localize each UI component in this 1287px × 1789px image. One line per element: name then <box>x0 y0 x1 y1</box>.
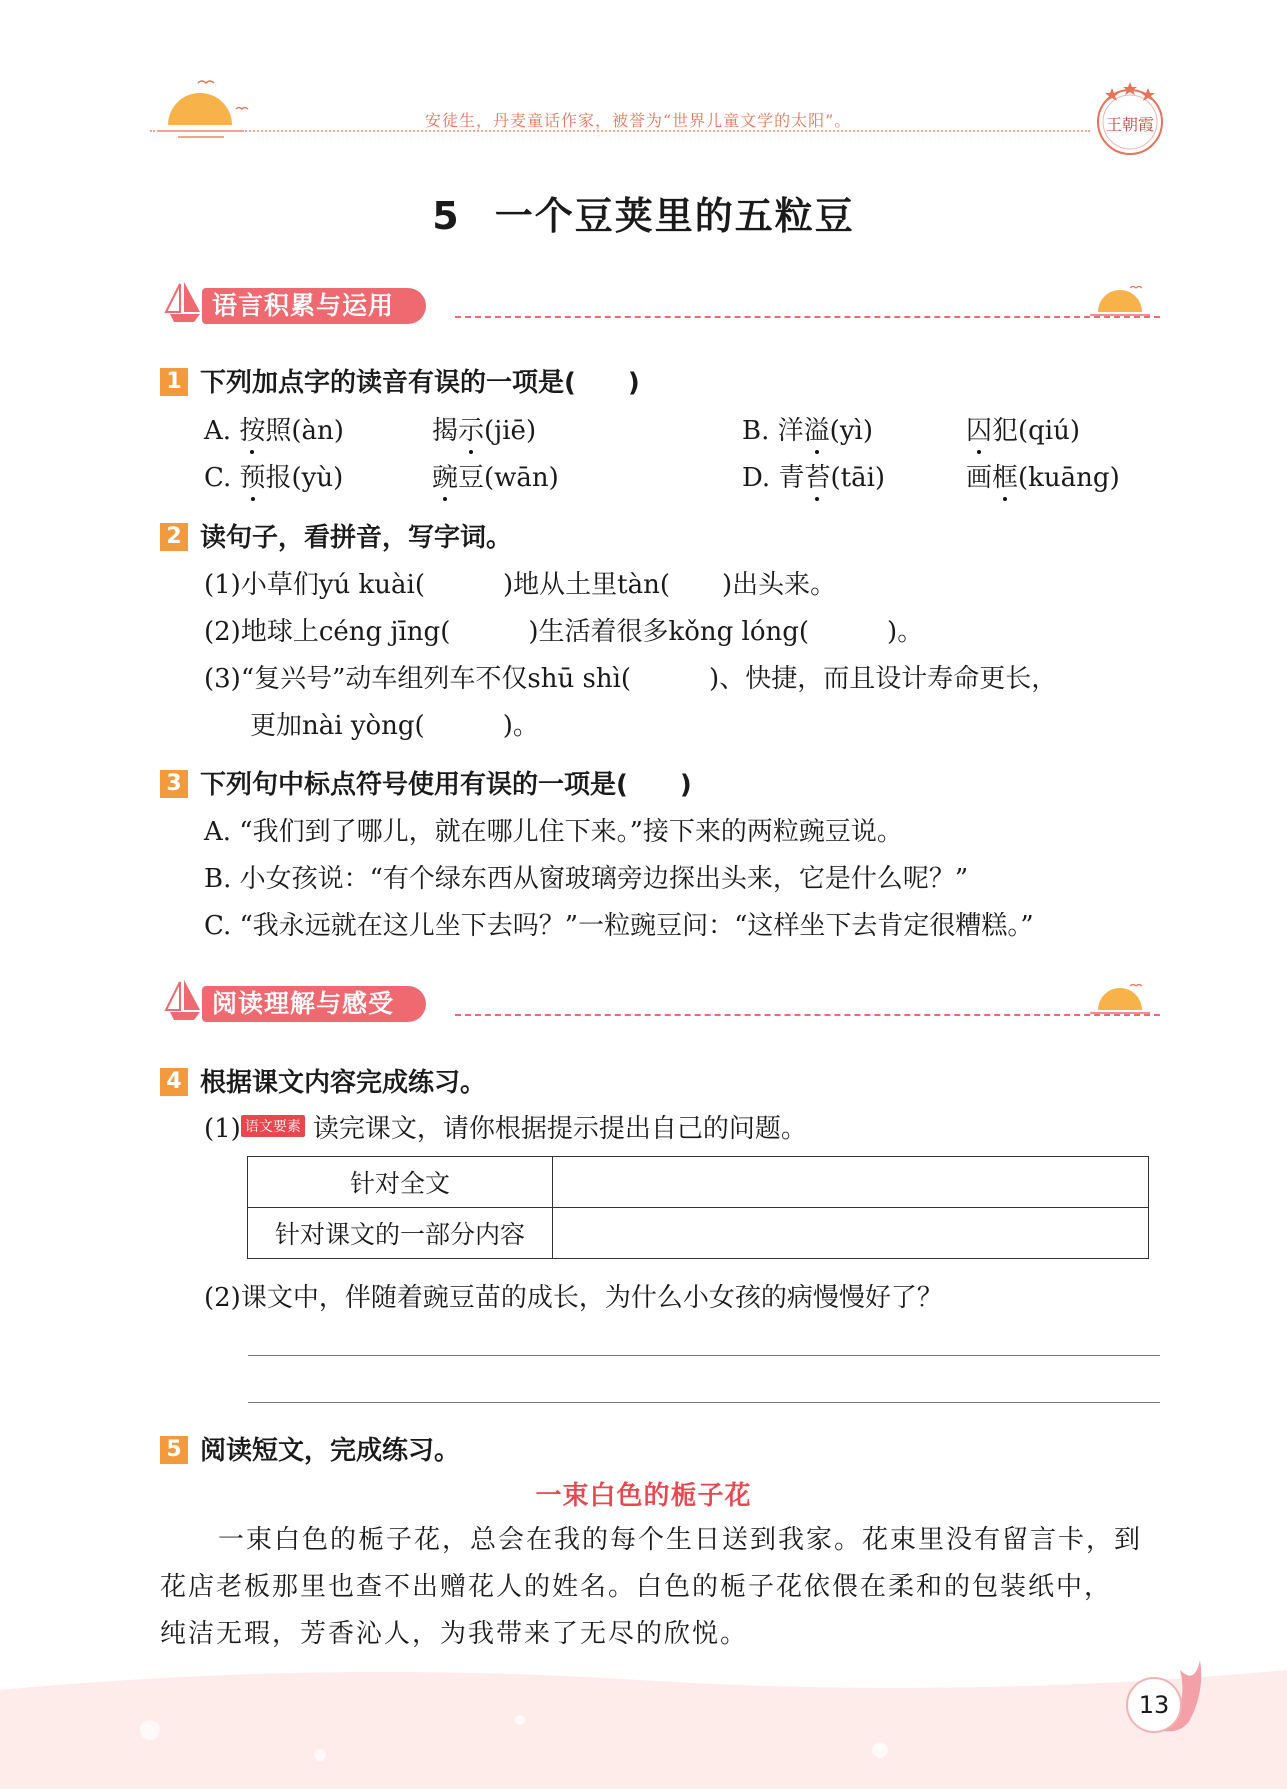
seal-text: 王朝霞 <box>1105 115 1155 134</box>
sunset-logo-icon <box>148 75 258 145</box>
question-stem: 下列加点字的读音有误的一项是( ) <box>200 368 640 398</box>
word-text: 画 <box>966 463 993 493</box>
word-text: (kuāng) <box>1018 463 1120 493</box>
section-banner-language <box>160 278 1160 338</box>
question-table <box>247 1156 1149 1259</box>
table-row-header: 针对课文的一部分内容 <box>248 1208 553 1259</box>
footer-wave <box>0 1660 1287 1789</box>
q1-option-a-word2 <box>432 410 536 447</box>
word-text: (tāi) <box>830 463 886 493</box>
dotted-char: 豌 <box>432 457 458 494</box>
dotted-char: 溢 <box>804 410 830 447</box>
word-text: 豆(wān) <box>458 463 559 493</box>
word-text: 照(àn) <box>265 416 344 446</box>
answer-line[interactable] <box>248 1355 1160 1356</box>
option-letter: D. <box>742 463 771 493</box>
table-row-header: 针对全文 <box>248 1157 553 1208</box>
sub-number: (1) <box>204 1114 241 1144</box>
q4-sub1 <box>204 1108 807 1145</box>
question-number: 2 <box>160 523 188 551</box>
word-text: 犯(qiú) <box>992 416 1081 446</box>
q1-option-c <box>204 457 343 494</box>
q2-item-3: (3)“复兴号”动车组列车不仅shū shì( )、快捷，而且设计寿命更长， <box>204 664 1058 694</box>
answer-cell[interactable] <box>553 1157 1149 1208</box>
dotted-char: 苔 <box>804 457 830 494</box>
answer-line[interactable] <box>248 1402 1160 1403</box>
section-divider <box>455 1014 1160 1016</box>
q1-option-b-word2 <box>966 410 1080 447</box>
question-2 <box>160 517 512 554</box>
page-number: 13 <box>1126 1677 1182 1733</box>
paragraph-line: 一束白色的栀子花，总会在我的每个生日送到我家。花束里没有留言卡，到 <box>218 1525 1143 1555</box>
question-stem: 根据课文内容完成练习。 <box>200 1068 487 1098</box>
dotted-char: 框 <box>992 457 1018 494</box>
table-row <box>248 1208 1149 1259</box>
dotted-char: 囚 <box>966 410 992 447</box>
header-quote: 安徒生，丹麦童话作家，被誉为“世界儿童文学的太阳”。 <box>425 111 852 130</box>
q2-item-1: (1)小草们yú kuài( )地从土里tàn( )出头来。 <box>204 570 837 600</box>
section-title: 语言积累与运用 <box>202 288 426 324</box>
option-letter: B. <box>742 416 770 446</box>
language-element-tag: 语文要素 <box>241 1115 305 1137</box>
dotted-char: 按 <box>239 410 265 447</box>
q3-option-b: B. 小女孩说：“有个绿东西从窗玻璃旁边探出头来，它是什么呢？” <box>204 864 969 894</box>
table-row <box>248 1157 1149 1208</box>
question-stem: 读句子，看拼音，写字词。 <box>200 523 513 553</box>
q1-option-d-word2 <box>966 457 1120 494</box>
lesson-number: 5 <box>432 194 461 238</box>
q2-item-2: (2)地球上céng jīng( )生活着很多kǒng lóng( )。 <box>204 617 924 647</box>
word-text: 报(yù) <box>265 463 344 493</box>
question-stem: 阅读短文，完成练习。 <box>200 1436 461 1466</box>
option-letter: A. <box>204 416 232 446</box>
answer-cell[interactable] <box>553 1208 1149 1259</box>
question-number: 1 <box>160 368 188 396</box>
brand-seal-icon <box>1090 78 1170 158</box>
sub-text: 读完课文，请你根据提示提出自己的问题。 <box>312 1114 807 1144</box>
q3-option-c: C. “我永远就在这儿坐下去吗？”一粒豌豆问：“这样坐下去肯定很糟糕。” <box>204 911 1034 941</box>
question-number: 3 <box>160 770 188 798</box>
word-text: (jiē) <box>484 416 537 446</box>
word-text: 洋 <box>777 416 804 446</box>
question-4 <box>160 1062 486 1099</box>
section-title: 阅读理解与感受 <box>202 986 426 1022</box>
option-letter: C. <box>204 463 232 493</box>
question-3 <box>160 764 692 801</box>
section-divider <box>455 316 1160 318</box>
sun-icon <box>1090 282 1150 320</box>
q1-option-d <box>742 457 885 494</box>
dotted-char: 预 <box>240 457 266 494</box>
question-5 <box>160 1430 460 1467</box>
story-paragraph <box>160 1517 1160 1564</box>
q2-item-3-cont: 更加nài yòng( )。 <box>250 711 539 741</box>
question-stem: 下列句中标点符号使用有误的一项是( ) <box>200 770 692 800</box>
question-number: 5 <box>160 1436 188 1464</box>
word-text: 青 <box>778 463 805 493</box>
paragraph-line: 花店老板那里也查不出赠花人的姓名。白色的栀子花依偎在柔和的包装纸中， <box>160 1572 1113 1602</box>
question-number: 4 <box>160 1068 188 1096</box>
q4-sub2: (2)课文中，伴随着豌豆苗的成长，为什么小女孩的病慢慢好了？ <box>204 1283 943 1313</box>
q1-option-c-word2 <box>432 457 559 494</box>
lesson-name: 一个豆荚里的五粒豆 <box>494 194 855 238</box>
section-banner-reading <box>160 976 1160 1036</box>
story-title: 一束白色的栀子花 <box>535 1481 752 1511</box>
q3-option-a: A. “我们到了哪儿，就在哪儿住下来。”接下来的两粒豌豆说。 <box>204 817 903 847</box>
word-text: (yì) <box>829 416 873 446</box>
word-text: 揭 <box>432 416 459 446</box>
question-1 <box>160 362 640 399</box>
q1-option-b <box>742 410 873 447</box>
lesson-title <box>0 185 1287 240</box>
dotted-char: 示 <box>458 410 484 447</box>
paragraph-line: 纯洁无瑕，芳香沁人，为我带来了无尽的欣悦。 <box>160 1619 749 1649</box>
story-paragraph-cont <box>160 1564 1160 1658</box>
q1-option-a <box>204 410 344 447</box>
sun-icon <box>1090 980 1150 1018</box>
